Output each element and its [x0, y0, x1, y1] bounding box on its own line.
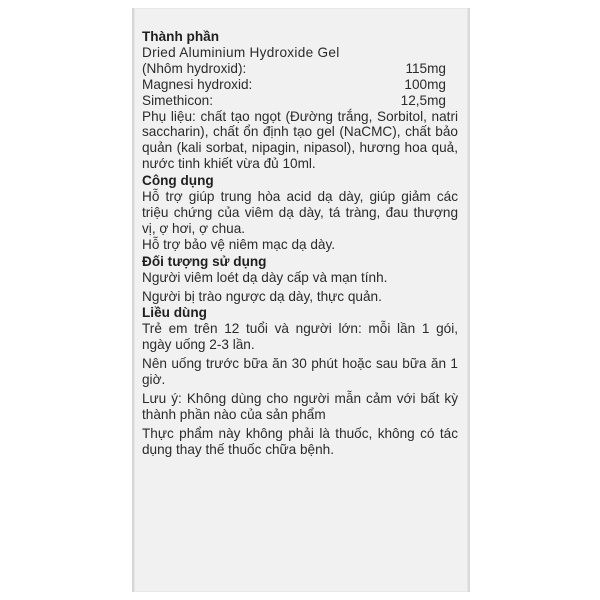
ingredient-name: (Nhôm hydroxid):: [142, 60, 247, 76]
uses-paragraph: Hỗ trợ bảo vệ niêm mạc dạ dày.: [142, 236, 336, 252]
ingredient-row: [142, 61, 458, 77]
ingredient-name: Simethicon:: [142, 92, 214, 108]
excipients-text: Phụ liệu: chất tạo ngọt (Đường trắng, Sorbitol, natri saccharin), chất ổn định tạo gel (NaCMC), chất bảo quản (kali sorbat, nipagin, nipasol), hương hoa quả, nước tinh khiết vừa đủ 10ml.: [142, 108, 458, 172]
disclaimer-text: Thực phẩm này không phải là thuốc, không có tác dụng thay thế thuốc chữa bệnh.: [142, 425, 458, 457]
dosage-paragraph: Trẻ em trên 12 tuổi và người lớn: mỗi lần 1 gói, ngày uống 2-3 lần.: [142, 321, 458, 353]
ingredient-amount: 115mg: [405, 60, 446, 76]
ingredient-amount: 100mg: [404, 76, 446, 92]
heading-target-users: Đối tượng sử dụng: [142, 253, 267, 269]
label-text: [142, 29, 458, 458]
ingredient-amount: 12,5mg: [400, 92, 446, 108]
target-users-paragraph: Người viêm loét dạ dày cấp và mạn tính.: [142, 269, 388, 285]
ingredient-row: [142, 45, 458, 61]
ingredient-row: [142, 77, 458, 93]
dosage-paragraph: Nên uống trước bữa ăn 30 phút hoặc sau bữa ăn 1 giờ.: [142, 356, 458, 388]
ingredient-name: Dried Aluminium Hydroxide Gel: [142, 44, 340, 60]
uses-paragraph: Hỗ trợ giúp trung hòa acid dạ dày, giúp giảm các triệu chứng của viêm dạ dày, tá tràng, đau thượng vị, ợ hơi, ợ chua.: [142, 189, 458, 236]
heading-uses: Công dụng: [142, 173, 214, 189]
ingredient-name: Magnesi hydroxid:: [142, 76, 253, 92]
ingredient-row: [142, 93, 458, 109]
heading-dosage: Liều dùng: [142, 305, 207, 321]
heading-ingredients: Thành phần: [142, 29, 220, 44]
target-users-paragraph: Người bị trào ngược dạ dày, thực quản.: [142, 288, 382, 304]
dosage-note: Lưu ý: Không dùng cho người mẫn cảm với bất kỳ thành phần nào của sản phẩm: [142, 390, 458, 422]
